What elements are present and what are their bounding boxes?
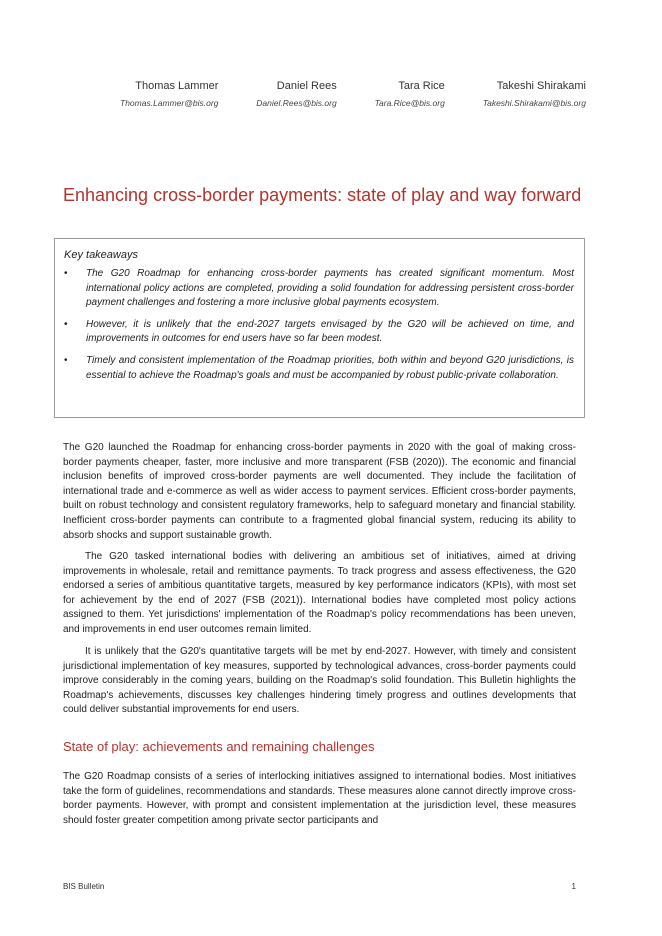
author-email[interactable]: Takeshi.Shirakami@bis.org	[482, 98, 586, 108]
body-paragraph: It is unlikely that the G20's quantitative targets will be met by end-2027. However, with timely and consistent jurisdictional implementation of key measures, supported by technological advances, cross-border payments could improve considerably in the coming years, building on the Roadmap's solid foundation. This Bulletin highlights the Roadmap's achievements, discusses key challenges hindering timely progress and outlines developments that could deliver substantial improvements for end users.	[63, 646, 576, 716]
page-title: Enhancing cross-border payments: state of play and way forward	[63, 185, 582, 205]
key-takeaways-heading: Key takeaways	[64, 249, 138, 261]
author-email[interactable]: Tara.Rice@bis.org	[374, 98, 445, 108]
list-item	[64, 354, 574, 383]
bullet-icon: •	[64, 354, 68, 366]
author-email[interactable]: Thomas.Lammer@bis.org	[120, 98, 219, 108]
key-takeaways-list	[64, 267, 574, 383]
bullet-icon: •	[64, 318, 68, 330]
section-heading: State of play: achievements and remaining challenges	[63, 739, 375, 754]
author-name: Takeshi Shirakami	[496, 80, 586, 92]
body-paragraph: The G20 tasked international bodies with delivering an ambitious set of initiatives, aimed at driving improvements in wholesale, retail and remittance payments. To track progress and assess effectiveness, the G20 endorsed a series of ambitious quantitative targets, measured by key performance indicators (KPIs), with most set for achievement by the end of 2027 (FSB (2021)). International bodies have completed most policy actions assigned to them. Yet jurisdictions' implementation of the Roadmap's policy recommendations has been uneven, and improvements in end user outcomes remain limited.	[63, 551, 576, 635]
list-item-text: However, it is unlikely that the end-2027 targets envisaged by the G20 will be achieved on time, and improvements in outcomes for end users have so far been modest.	[86, 318, 574, 345]
list-item-text: The G20 Roadmap for enhancing cross-border payments has created significant momentum. Most international policy actions are completed, providing a solid foundation for addressing persistent cross-border payment challenges and fostering a more inclusive global payments ecosystem.	[86, 268, 574, 309]
body-paragraph: The G20 launched the Roadmap for enhancing cross-border payments in 2020 with the goal of making cross-border payments cheaper, faster, more inclusive and more transparent (FSB (2020)). The economic and financial inclusion benefits of improved cross-border payments are well documented. They include the facilitation of international trade and e-commerce as well as wider access to payment services. Efficient cross-border payments, built on robust technology and consistent regulatory frameworks, help to safeguard monetary and financial stability. Inefficient cross-border payments can contribute to a fragmented global financial system, reducing its ability to absorb shocks and support sustainable growth.	[63, 442, 576, 541]
author-block	[375, 78, 445, 108]
author-name: Tara Rice	[398, 80, 445, 92]
bullet-icon: •	[64, 268, 68, 279]
body-paragraph: The G20 Roadmap consists of a series of interlocking initiatives assigned to international bodies. Most initiatives take the form of guidelines, recommendations and standards. These measures alone cannot directly improve cross-border payments. However, with prompt and consistent implementation at the jurisdiction level, these measures should foster greater competition among private sector participants and	[63, 771, 576, 826]
footer-publication: BIS Bulletin	[63, 882, 105, 891]
author-email[interactable]: Daniel.Rees@bis.org	[256, 98, 337, 108]
author-name: Thomas Lammer	[135, 80, 219, 92]
author-name: Daniel Rees	[276, 80, 337, 92]
list-item-text: Timely and consistent implementation of the Roadmap priorities, both within and beyond G20 jurisdictions, is essential to achieve the Roadmap's goals and must be accompanied by robust public-private collaboration.	[86, 354, 574, 381]
author-block	[120, 78, 218, 108]
list-item	[64, 318, 574, 347]
key-takeaways-box	[54, 238, 585, 418]
list-item	[64, 267, 574, 311]
author-list	[120, 78, 586, 108]
author-block	[256, 78, 336, 108]
author-block	[483, 78, 586, 108]
page-number: 1	[571, 882, 576, 891]
